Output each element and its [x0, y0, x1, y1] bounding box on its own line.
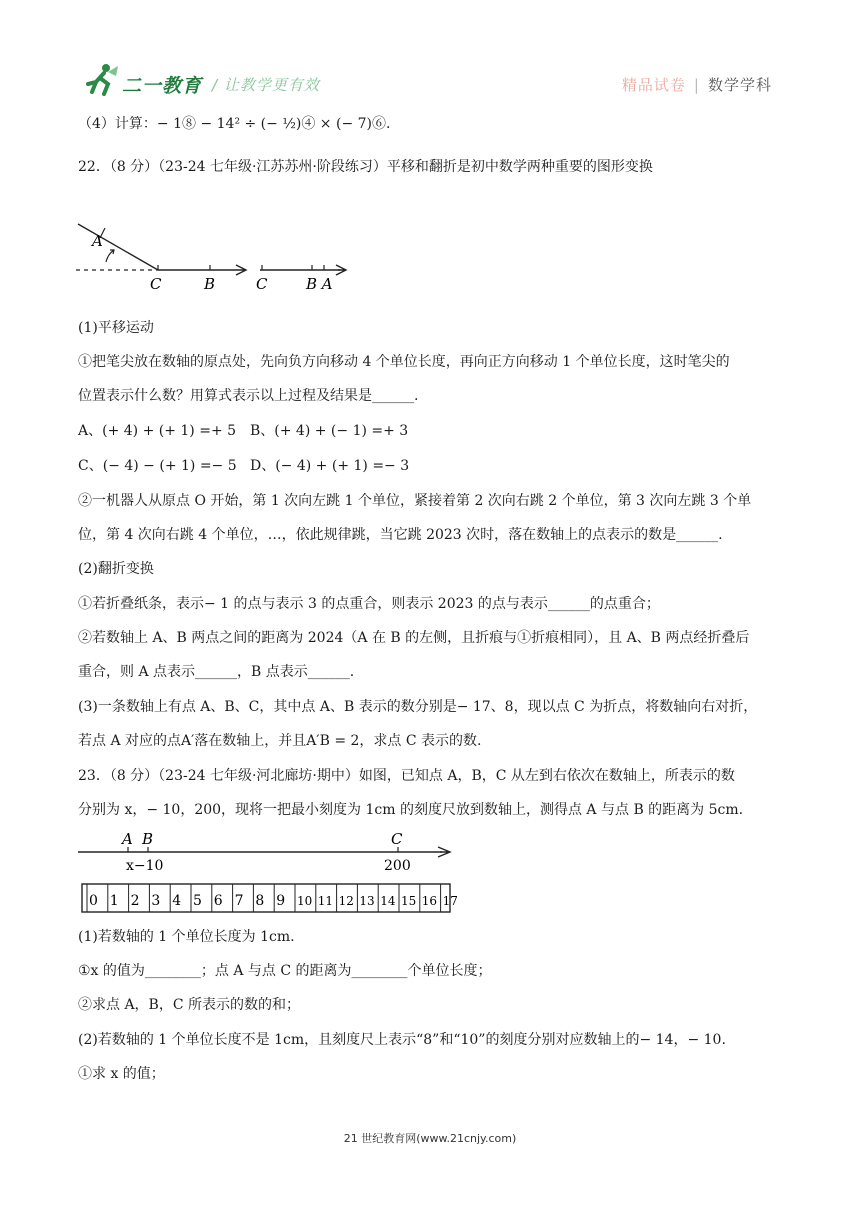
- q22-option-C: C、(− 4) − (+ 1) =− 5: [78, 458, 237, 474]
- ruler-tick-label: 8: [255, 893, 265, 909]
- q22-option-A: A、(+ 4) + (+ 1) =+ 5: [78, 423, 237, 439]
- q23-p1-q1: ①x 的值为________；点 A 与点 C 的距离为________个单位长度；: [78, 963, 492, 979]
- q23-p2-title: (2)若数轴的 1 个单位长度不是 1cm，且刻度尺上表示“8”和“10”的刻度分别对应数轴上的− 14，− 10.: [78, 1032, 726, 1048]
- ruler-tick-label: 1: [109, 893, 119, 909]
- brand-name: 二一教育: [122, 75, 203, 97]
- page-footer: 21 世纪教育网(www.21cnjy.com): [343, 1132, 517, 1145]
- q22-p2-q2-line1: ②若数轴上 A、B 两点之间的距离为 2024（A 在 B 的左侧，且折痕与①折痕相同），且 A、B 两点经折叠后: [78, 630, 750, 646]
- ruler-tick-label: 6: [213, 893, 223, 909]
- q22-p1-title: (1)平移运动: [78, 320, 154, 336]
- ruler-tick-label: 0: [89, 893, 98, 909]
- header-right: [622, 74, 772, 95]
- q22-option-D: D、(− 4) + (+ 1) =− 3: [250, 458, 410, 474]
- ruler-tick-label: 11: [317, 894, 334, 908]
- q23-p1-title: (1)若数轴的 1 个单位长度为 1cm.: [78, 929, 295, 945]
- label-B: B: [142, 830, 154, 848]
- ruler-tick-label: 2: [130, 893, 140, 909]
- q22-figure: [70, 218, 360, 298]
- q21-part4: （4）计算：− 1⑧ − 14² ÷ (− ½)④ × (− 7)⑥.: [78, 116, 391, 132]
- label-BA: B A: [306, 275, 333, 293]
- q22-option-B: B、(+ 4) + (− 1) =+ 3: [250, 423, 409, 439]
- label-C: C: [391, 830, 403, 848]
- ruler-tick-label: 17: [442, 894, 458, 908]
- ruler-tick-label: 16: [421, 894, 438, 908]
- q22-p1-q1-line1: ①把笔尖放在数轴的原点处，先向负方向移动 4 个单位长度，再向正方向移动 1 个单位长度，这时笔尖的: [78, 354, 730, 370]
- ruler-tick-label: 3: [151, 893, 161, 909]
- q22-p1-q1-line2: 位置表示什么数？用算式表示以上过程及结果是______.: [78, 388, 419, 404]
- q22-stem: 22．（8 分）（23-24 七年级·江苏苏州·阶段练习）平移和翻折是初中数学两种重要的图形变换: [78, 159, 653, 175]
- ruler-tick-label: 4: [172, 893, 182, 909]
- header-label-subject: 数学学科: [707, 76, 772, 94]
- ruler-tick-label: 13: [359, 894, 375, 908]
- q23-figure: [72, 828, 462, 918]
- q23-p2-q1: ①求 x 的值；: [78, 1066, 165, 1082]
- q23-stem-line1: 23．（8 分）（23-24 七年级·河北廊坊·期中）如图，已知点 A，B，C 从左到右依次在数轴上，所表示的数: [78, 768, 735, 784]
- label-A: A: [122, 830, 133, 848]
- ruler-ticks: [87, 884, 458, 912]
- q22-p1-q2-line2: 位，第 4 次向右跳 4 个单位，…，依此规律跳，当它跳 2023 次时，落在数轴上的点表示的数是______.: [78, 527, 723, 543]
- ruler-tick-label: 5: [193, 893, 202, 909]
- label-A: A: [92, 232, 103, 250]
- header-label-exam: 精品试卷: [621, 76, 686, 94]
- ruler-tick-label: 7: [234, 893, 244, 909]
- q23-p1-q2: ②求点 A，B，C 所表示的数的和；: [78, 997, 301, 1013]
- label-x-minus-10: x−10: [126, 858, 164, 874]
- q22-p2-q2-line2: 重合，则 A 点表示______，B 点表示______.: [78, 664, 355, 680]
- ruler-tick-label: 15: [401, 894, 417, 908]
- ruler-tick-label: 10: [297, 894, 313, 908]
- ruler-tick-label: 12: [338, 894, 354, 908]
- q23-stem-line2: 分别为 x，− 10，200，现将一把最小刻度为 1cm 的刻度尺放到数轴上，测得点 A 与点 B 的距离为 5cm.: [78, 802, 744, 818]
- q22-p2-q1: ①若折叠纸条，表示− 1 的点与表示 3 的点重合，则表示 2023 的点与表示______的点重合；: [78, 596, 660, 612]
- slogan: / 让教学更有效: [212, 76, 320, 94]
- runner-logo-icon: [82, 62, 122, 96]
- ruler-tick-label: 9: [276, 893, 286, 909]
- q22-p3-line2: 若点 A 对应的点A′落在数轴上，并且A′B = 2，求点 C 表示的数.: [78, 733, 482, 749]
- label-C2: C: [256, 275, 268, 293]
- q22-p2-title: (2)翻折变换: [78, 561, 154, 577]
- q22-p1-q2-line1: ②一机器人从原点 O 开始，第 1 次向左跳 1 个单位，紧接着第 2 次向右跳 2 个单位，第 3 次向左跳 3 个单: [78, 493, 752, 509]
- label-B1: B: [204, 275, 216, 293]
- rotate-arrow-icon: [106, 250, 114, 262]
- q22-p3-line1: (3)一条数轴上有点 A、B、C，其中点 A、B 表示的数分别是− 17、8，现以点 C 为折点，将数轴向右对折，: [78, 699, 758, 715]
- header-separator: |: [693, 76, 700, 94]
- page-header: [0, 0, 860, 110]
- ruler-tick-label: 14: [380, 894, 396, 908]
- label-200: 200: [384, 858, 411, 874]
- label-C1: C: [150, 275, 162, 293]
- folded-segment: [78, 224, 158, 270]
